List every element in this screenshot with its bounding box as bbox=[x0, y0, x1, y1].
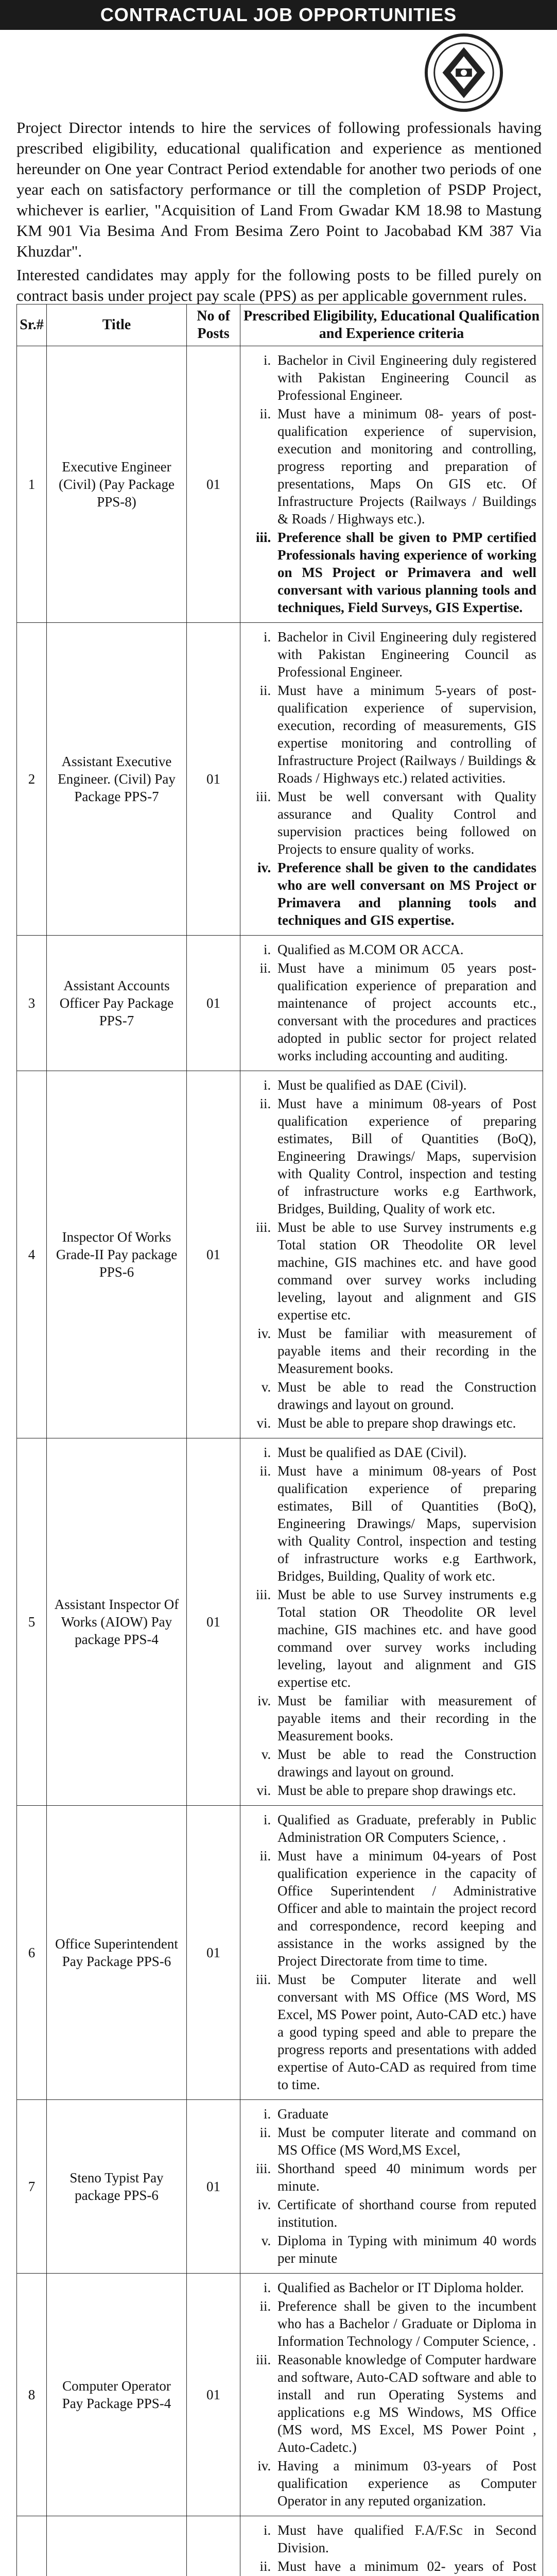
table-row bbox=[17, 936, 543, 1071]
row-job-title: Assistant Inspector Of Works (AIOW) Pay package PPS-4 bbox=[47, 1438, 187, 1806]
criteria-item: i. Qualified as M.COM OR ACCA. bbox=[274, 941, 536, 958]
criteria-item: ii. Preference shall be given to the incumbent who has a Bachelor / Graduate or Diploma in Information Technology / Computer Science, . bbox=[274, 2297, 536, 2350]
row-sr-number: 2 bbox=[17, 623, 47, 936]
criteria-item: ii. Must have a minimum 04-years of Post qualification experience in the capacity of Office Superintendent / Administrative Officer and able to maintain the project record and correspondence, record keeping and assistance in the works assigned by the Project Directorate from time to time. bbox=[274, 1847, 536, 1970]
row-post-count: 01 bbox=[187, 1438, 240, 1806]
table-row bbox=[17, 623, 543, 936]
criteria-item: iii. Preference shall be given to PMP certified Professionals having experience of working on MS Project or Primavera and well conversant with various planning tools and techniques, Field Surveys, GIS Expertise. bbox=[274, 529, 536, 616]
criteria-item: ii. Must have a minimum 5-years of post- qualification experience of supervision, execution, recording of measurements, GIS expertise monitoring and controlling of Infrastructure Project (Railways / Buildings & Roads / Highways etc.) related activities. bbox=[274, 682, 536, 787]
criteria-item: iv. Preference shall be given to the candidates who are well conversant on MS Project or Primavera and planning tools and techniques and GIS expertise. bbox=[274, 859, 536, 929]
table-row bbox=[17, 1438, 543, 1806]
criteria-item: ii. Must have a minimum 05 years post-qualification experience of preparation and maintenance of project accounts etc., conversant with the procedures and practices adopted in public sector for project related works including accounting and auditing. bbox=[274, 959, 536, 1064]
criteria-item: ii. Must have a minimum 02- years of Post bbox=[274, 2557, 536, 2576]
criteria-list bbox=[245, 2521, 536, 2576]
criteria-list bbox=[245, 351, 536, 616]
row-post-count: 01 bbox=[187, 1806, 240, 2100]
criteria-item: i. Must have qualified F.A/F.Sc in Second Division. bbox=[274, 2521, 536, 2556]
column-header-criteria: Prescribed Eligibility, Educational Qualification and Experience criteria bbox=[240, 304, 543, 346]
criteria-list bbox=[245, 628, 536, 929]
criteria-item: i. Bachelor in Civil Engineering duly registered with Pakistan Engineering Council as Professional Engineer. bbox=[274, 351, 536, 404]
table-row bbox=[17, 1806, 543, 2100]
criteria-item: i. Bachelor in Civil Engineering duly registered with Pakistan Engineering Council as Professional Engineer. bbox=[274, 628, 536, 681]
row-criteria bbox=[240, 1806, 543, 2100]
criteria-item: ii. Must be computer literate and command on MS Office (MS Word,MS Excel, bbox=[274, 2124, 536, 2159]
row-sr-number: 4 bbox=[17, 1071, 47, 1438]
criteria-item: i. Must be qualified as DAE (Civil). bbox=[274, 1444, 536, 1461]
criteria-item: i. Qualified as Graduate, preferably in Public Administration OR Computers Science, . bbox=[274, 1811, 536, 1846]
row-criteria bbox=[240, 346, 543, 623]
criteria-item: iv. Certificate of shorthand course from reputed institution. bbox=[274, 2196, 536, 2231]
criteria-item: iii. Must be Computer literate and well conversant with MS Office (MS Word, MS Excel, MS Power point, Auto-CAD etc.) have a good typing speed and able to prepare the progress reports and presentations with added expertise of Auto-CAD as required from time to time. bbox=[274, 1971, 536, 2093]
row-job-title: Steno Typist Pay package PPS-6 bbox=[47, 2100, 187, 2274]
criteria-item: v. Must be able to read the Construction drawings and layout on ground. bbox=[274, 1745, 536, 1781]
row-post-count: 01 bbox=[187, 2274, 240, 2516]
criteria-item: v. Diploma in Typing with minimum 40 words per minute bbox=[274, 2232, 536, 2267]
row-post-count: 01 bbox=[187, 936, 240, 1071]
criteria-list bbox=[245, 2105, 536, 2267]
criteria-item: iii. Must be able to use Survey instruments e.g Total station OR Theodolite OR level machine, GIS machines etc. and have good command over survey works including leveling, layout and alignment and GIS expertise etc. bbox=[274, 1586, 536, 1691]
row-criteria bbox=[240, 2274, 543, 2516]
row-post-count bbox=[187, 2516, 240, 2576]
job-table bbox=[16, 304, 543, 2576]
page-title: CONTRACTUAL JOB OPPORTUNITIES bbox=[100, 4, 457, 25]
table-row bbox=[17, 346, 543, 623]
table-row bbox=[17, 2516, 543, 2576]
criteria-list bbox=[245, 1444, 536, 1799]
criteria-item: i. Must be qualified as DAE (Civil). bbox=[274, 1076, 536, 1094]
column-header-posts: No of Posts bbox=[187, 304, 240, 346]
criteria-item: iii. Shorthand speed 40 minimum words per minute. bbox=[274, 2160, 536, 2195]
table-header-row bbox=[17, 304, 543, 346]
criteria-item: ii. Must have a minimum 08- years of post-qualification experience of supervision, execution and monitoring and controlling, progress reporting and preparation of presentations, Maps On GIS etc. Of Infrastructure Projects (Railways / Buildings & Roads / Highways etc.). bbox=[274, 405, 536, 528]
criteria-item: iv. Having a minimum 03-years of Post qualification experience as Computer Operator in any reputed organization. bbox=[274, 2457, 536, 2510]
criteria-item: iii. Must be well conversant with Quality assurance and Quality Control and supervision practices being followed on Projects to ensure quality of works. bbox=[274, 788, 536, 858]
row-post-count: 01 bbox=[187, 2100, 240, 2274]
row-job-title bbox=[47, 2516, 187, 2576]
row-post-count: 01 bbox=[187, 1071, 240, 1438]
row-criteria bbox=[240, 2100, 543, 2274]
row-job-title: Executive Engineer (Civil) (Pay Package PPS-8) bbox=[47, 346, 187, 623]
row-criteria bbox=[240, 2516, 543, 2576]
row-sr-number: 5 bbox=[17, 1438, 47, 1806]
criteria-item: ii. Must have a minimum 08-years of Post qualification experience of preparing estimates, Bill of Quantities (BoQ), Engineering Drawings/ Maps, supervision with Quality Control, inspection and testing of infrastructure works e.g Earthwork, Bridges, Building, Quality of work etc. bbox=[274, 1462, 536, 1585]
column-header-sr: Sr.# bbox=[17, 304, 47, 346]
table-row bbox=[17, 2100, 543, 2274]
column-header-title: Title bbox=[47, 304, 187, 346]
row-sr-number: 1 bbox=[17, 346, 47, 623]
criteria-item: ii. Must have a minimum 08-years of Post qualification experience of preparing estimates, Bill of Quantities (BoQ), Engineering Drawings/ Maps, supervision with Quality Control, inspection and testing of infrastructure works e.g Earthwork, Bridges, Building, Quality of work etc. bbox=[274, 1095, 536, 1217]
criteria-item: i. Graduate bbox=[274, 2105, 536, 2123]
criteria-item: iii. Reasonable knowledge of Computer hardware and software, Auto-CAD software and able to install and run Operating Systems and applications e.g MS Windows, MS Office (MS word, MS Excel, MS Power Point , Auto-Cadetc.) bbox=[274, 2351, 536, 2456]
row-sr-number: 8 bbox=[17, 2274, 47, 2516]
criteria-item: iv. Must be familiar with measurement of payable items and their recording in the Measurement books. bbox=[274, 1692, 536, 1744]
project-emblem-icon bbox=[423, 32, 504, 113]
row-criteria bbox=[240, 936, 543, 1071]
row-sr-number bbox=[17, 2516, 47, 2576]
intro-paragraph: Project Director intends to hire the services of following professionals having prescribed eligibility, educational qualification and experience as mentioned hereunder on One year Contract Period extendable for another two periods of one year each on satisfactory performance or till the completion of PSDP Project, whichever is earlier, "Acquisition of Land From Gwadar KM 18.98 to Mastung KM 901 Via Besima And From Besima Zero Point to Jacobabad KM 387 Via Khuzdar". bbox=[16, 118, 542, 260]
row-job-title: Inspector Of Works Grade-II Pay package PPS-6 bbox=[47, 1071, 187, 1438]
page-title-banner bbox=[0, 0, 557, 30]
criteria-list bbox=[245, 2279, 536, 2510]
row-sr-number: 6 bbox=[17, 1806, 47, 2100]
row-job-title: Assistant Accounts Officer Pay Package PPS-7 bbox=[47, 936, 187, 1071]
criteria-item: iii. Must be able to use Survey instruments e.g Total station OR Theodolite OR level machine, GIS machines etc. and have good command over survey works including leveling, layout and alignment and GIS expertise etc. bbox=[274, 1218, 536, 1324]
criteria-list bbox=[245, 1811, 536, 2093]
row-post-count: 01 bbox=[187, 623, 240, 936]
row-sr-number: 7 bbox=[17, 2100, 47, 2274]
intro-section bbox=[16, 117, 542, 309]
row-job-title: Assistant Executive Engineer. (Civil) Pay Package PPS-7 bbox=[47, 623, 187, 936]
job-table-body bbox=[17, 346, 543, 2576]
table-row bbox=[17, 1071, 543, 1438]
row-criteria bbox=[240, 1071, 543, 1438]
criteria-item: vi. Must be able to prepare shop drawings etc. bbox=[274, 1782, 536, 1799]
row-sr-number: 3 bbox=[17, 936, 47, 1071]
row-job-title: Computer Operator Pay Package PPS-4 bbox=[47, 2274, 187, 2516]
row-post-count: 01 bbox=[187, 346, 240, 623]
row-job-title: Office Superintendent Pay Package PPS-6 bbox=[47, 1806, 187, 2100]
table-row bbox=[17, 2274, 543, 2516]
criteria-list bbox=[245, 941, 536, 1064]
criteria-item: iv. Must be familiar with measurement of payable items and their recording in the Measurement books. bbox=[274, 1325, 536, 1377]
criteria-item: vi. Must be able to prepare shop drawings etc. bbox=[274, 1414, 536, 1432]
row-criteria bbox=[240, 1438, 543, 1806]
intro-paragraph: Interested candidates may apply for the following posts to be filled purely on contract basis under project pay scale (PPS) as per applicable government rules. bbox=[16, 266, 542, 304]
row-criteria bbox=[240, 623, 543, 936]
criteria-item: i. Qualified as Bachelor or IT Diploma holder. bbox=[274, 2279, 536, 2296]
criteria-item: v. Must be able to read the Construction drawings and layout on ground. bbox=[274, 1378, 536, 1413]
criteria-list bbox=[245, 1076, 536, 1432]
